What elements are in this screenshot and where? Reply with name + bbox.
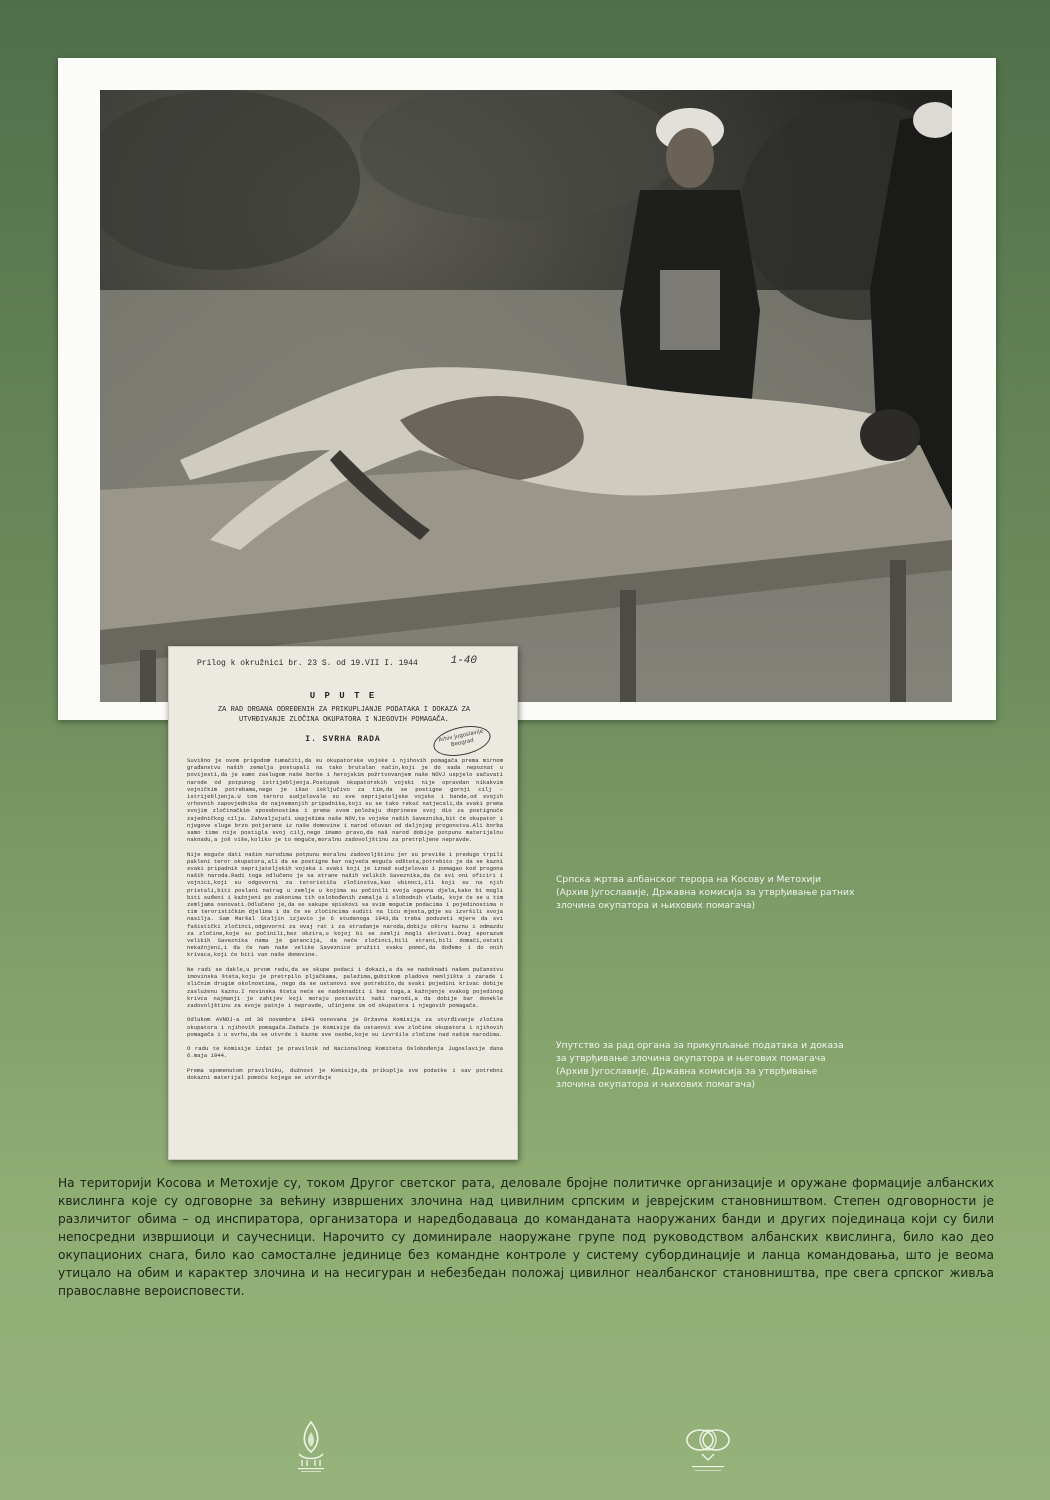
document-title: U P U T E (309, 691, 377, 701)
document-caption: Упутство за рад органа за прикупљање података и доказа за утврђивање злочина окупатора и његових помагача (Архив Југославије, Државна комисија за утврђивање злочина окупатора и њихових помагача) (556, 1040, 844, 1090)
photo-frame (58, 58, 996, 720)
document-header: Prilog k okružnici br. 23 S. od 19.VII I. 1944 (197, 659, 418, 668)
knot-emblem-logo-icon (684, 1424, 732, 1476)
photo-caption: Српска жртва албанског терора на Косову и Метохији (Архив Југославије, Државна комисија за утврђивање ратних злочина окупатора и њихових помагача) (556, 874, 855, 911)
main-paragraph: На територији Косова и Метохије су, током Другог светског рата, деловале бројне политичке организације и оружане формације албанских квислинга које су одговорне за већину извршених злочина над цивилним српским и јеврејским становништвом. Степен одговорности је различитог обима – од инспиратора, организатора и наредбодаваца до команданата наоружаних банди и других појединаца који су били непосредни извршиоци и саучесници. Нарочито су доминирале наоружане групе под руководством албанских квислинга, било као део окупационих снага, било као самосталне јединице без командне контроле у систему субординације и ланца командовања, што је веома утицало на обим и карактер злочина и на несигуран и небезбедан положај цивилног неалбанског становништва, пре свега српског живља православне вероисповести. (58, 1176, 994, 1298)
document-subtitle: ZA RAD ORGANA ODREĐENIH ZA PRIKUPLJANJE PODATAKA I DOKAZA ZA UTVRĐIVANJE ZLOČINA OKUPATORA I NJEGOVIH POMAGAČA. (217, 706, 471, 724)
handwritten-reference: 1-40 (450, 655, 477, 667)
archive-stamp: Arhiv Jugoslavije Beograd (431, 721, 494, 760)
typed-document (168, 646, 518, 1160)
document-body: Suvišno je ovom prigodom tumačiti,da su okupatorske vojske i njihovih pomagača prema mirnom građanstvu naših zemalja postupali na tako brutalan način,koji je do sada nepoznat u povijesti,da je samo zaslugom naše borbe i herojskim požrtvovanjem naše NOVJ uspjelo sačuvati narode od potpunog istrijebljenja.Postupak okupatorskih vojski nije opravdan nikakvim vojničkim potrebama,nego je išao isključivo za tim,da se postigne gornji cilj - istrijebljenja.U tom teroru sudjelovale su sve neprijateljske vojske i bande,od svojih vrhovnih zapovjednika do najnemanjih pripadnika,koji su se tako rekuć natjecali,da svaki prema svojim zločinačkim sposobnostima i prema svom položaju doprinese svoj dio za postignuće zajedničkog cilja. Zahvaljujući uspješima naše NOV,te vojske naših Saveznika,bit će okupator i njegove sluge brzo potjerane iz naše domovine i narod očuvan od daljnjeg progonstva.Ali borba samo time nije postigla svoj cilj,nego imamo pravo,da naš narod dobije potpunu materijalnu naknadu,a još više,koliko je to moguće,moralnu zadovoljštinu za pretrpljene nepravde. Nije moguće dati našim narodima potpunu moralnu zadovoljštinu jer su previše i predugo trpili pakleni teror okupatora,ali da se postigne bar najveća moguća odšteta,potrebito je da se kazni svaki pripadnik neprijateljskih vojska i svaki koji je iznad sudjelovao i pomagao kod progona naših naroda.Radi toga odlučeno je sa strane naših velikih Saveznika,da će svi oni oficiri i vojnici,koji su odgovorni za terorističa zločinstva,kao ubinoci,ili koji su na njih pristali,biti poslani natrag u zemlje u kojima su počinili svoja ogavna djela,kako bi mogli biti suđeni i kažnjeni po zakonima tih oslobođenih zemalja i slobodnih vlada, koje će se u tim zemljama osnovati.Odlučeno je,da se sakupe spiskovi sa svim mogućim podacima i pojedinostima o tim terorističkim djelima i da će se zločincima suditi na licu mjesta,gdje su izvršili svoja nasilja. Sam Maršal Staljin izjavio je 6 studenoga 1943,da treba poduzeti mjere da svi fašistički zločinci,odgovorni za ovaj rat i za stradanje naroda,dobiju oštru kaznu i odmazdu za zločine,koje su počinili,bez obzira,u kojoj bi se zemlji mogli skrivati.Ovaj sporazum velikih Saveznika nama je garancija, da neće zločinci,bili strani,bili domaći,ostati nekažnjeni,i da će nam naše velike Saveznice pružiti svaku pomoć,da dođemo i do onih krivaca,koji će biti van naše domovine. Ne radi se dakle,u prvom redu,da se skupe podaci i dokazi,a da se nadoknadi našem pučanstvu imovinska šteta,koju je pretrpilo pljačkama, paležima,gubitkom pladova nemljišta i zarade i sličnim drugim okolnostima, nego da se ustanovi sve potrebito,da svaki pojedini krivac dobije zasluženu kaznu.I novinska šteta neće se nadoknaditi i bez toga,a kažnjenje svakog pojedinog krivca najmanji je zahtjev koji moraju postaviti naši narodi,a da dobije bar donekle zadovoljštinu za svoje patnje i nepravde, učinjene im od okupatora i njegovih pomagača. Odlukom AVNOJ-a od 30 novembra 1943 osnovana je Državna Komisija za utvrđivanje zločina okupatora i njihovih pomagača.Zadaća je Komisije da ustanovi sve zločine okupatora i njihovih pomagača i u svrhu,da se utvrde i kazne sve osobe,koje su izvršile zločine nad našim narodima. O radu te Komisije izdat je pravilnik od Nacionalnog Komiteta Oslobođenja Jugoslavije dana 6.maja 1944. Prema spomenutom pravilniku, dužnost je Komisije,da prikuplja sve podatke i sav potrebni dokazni materijal pomoću kojega se utvrđuje (187, 757, 503, 1081)
archival-photograph (100, 90, 952, 702)
document-section-heading: I. SVRHA RADA (305, 735, 381, 744)
photograph-rendering (100, 90, 952, 702)
memorial-flame-logo-icon (294, 1420, 328, 1476)
